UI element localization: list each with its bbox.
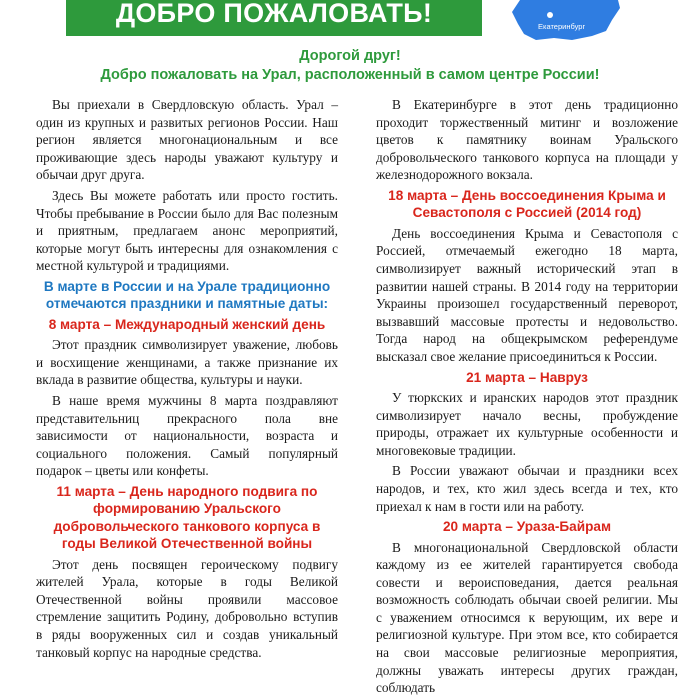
march-21-paragraph-1: У тюркских и иранских народов этот праздник символизирует начало весны, пробуждение природы, отражает их культурные особенности и многовековые традиции. xyxy=(376,389,678,458)
left-column xyxy=(36,96,338,661)
march-20-paragraph-1: В многонациональной Свердловской области каждому из ее жителей гарантируется свобода совести и вероисповедания, дается реальная возможность соблюдать обычаи своей религии. Мы с уважением относимся к верующим, их вере и религиозной культуре. При этом все, кто собирается на свои массовые религиозные мероприятия, должны уважать интересы других граждан, соблюдать xyxy=(376,539,678,696)
march-18-paragraph-1: День воссоединения Крыма и Севастополя с Россией, отмечаемый ежегодно 18 марта, символизирует важный исторический этап в развитии нашей страны. В 2014 году на территории Украины произошел государственный переворот, вызвавший массовые протесты и недовольство. Тогда народ на общекрымском референдуме высказал свое желание присоединиться к России. xyxy=(376,225,678,364)
city-pin-icon xyxy=(547,12,553,18)
greeting-line-2: Добро пожаловать на Урал, расположенный в самом центре России! xyxy=(100,67,600,83)
march-21-paragraph-2: В России уважают обычаи и праздники всех народов, и тех, кто жил здесь всегда и тех, кто приехал к нам в гости или на работу. xyxy=(376,463,678,514)
map-city-label: Екатеринбург xyxy=(538,22,586,31)
march-11-paragraph-1: Этот день посвящен героическому подвигу жителей Урала, которые в годы Великой Отечественной войны проявили массовое стремление защитить Родину, добровольно вступив в ряды вооруженных сил и создав уникальный танковый корпус на народные средства. xyxy=(36,556,338,660)
march-11-heading: 11 марта – День народного подвига по формированию Уральского добровольческого танкового корпуса в годы Великой Отечественной войны xyxy=(53,483,321,552)
march-8-heading: 8 марта – Международный женский день xyxy=(48,316,326,332)
march-8-paragraph-1: Этот праздник символизирует уважение, любовь и восхищение женщинами, а также признание их вклада в развитие общества, культуры и науки. xyxy=(36,337,338,388)
march-8-paragraph-2: В наше время мужчины 8 марта поздравляют представительниц прекрасного пола вне зависимости от национальности, возраста и социального положения. Самый популярный подарок – цветы или конфеты. xyxy=(36,392,338,479)
intro-paragraph-2: Здесь Вы можете работать или просто гостить. Чтобы пребывание в России было для Вас полезным и приятным, предлагаем анонс мероприятий, которые могут быть интересны для ознакомления с местной культурой и традициями. xyxy=(36,187,338,274)
march-holidays-heading: В марте в России и на Урале традиционно отмечаются праздники и памятные даты: xyxy=(43,278,331,312)
welcome-banner xyxy=(66,0,482,36)
region-map-icon xyxy=(500,0,630,46)
march-20-heading: 20 марта – Ураза-Байрам xyxy=(442,519,612,535)
right-column xyxy=(376,96,678,697)
greeting-line-1: Дорогой друг! xyxy=(299,48,401,64)
banner-title: ДОБРО ПОЖАЛОВАТЬ! xyxy=(115,0,433,28)
march-11-paragraph-2: В Екатеринбурге в этот день традиционно проходит торжественный митинг и возложение цветов к памятнику воинам Уральского добровольческого танкового корпуса на площади у железнодорожного вокзала. xyxy=(376,97,678,183)
march-21-heading: 21 марта – Навруз xyxy=(466,369,588,385)
greeting-block xyxy=(20,47,680,85)
intro-paragraph-1: Вы приехали в Свердловскую область. Урал – один из крупных и развитых регионов России. Наш регион является многонациональным и все проживающие здесь народы уважают культуру и обычаи друг друга. xyxy=(36,97,338,183)
march-18-heading: 18 марта – День воссоединения Крыма и Севастополя с Россией (2014 год) xyxy=(388,187,666,221)
region-map-shape xyxy=(500,0,630,46)
